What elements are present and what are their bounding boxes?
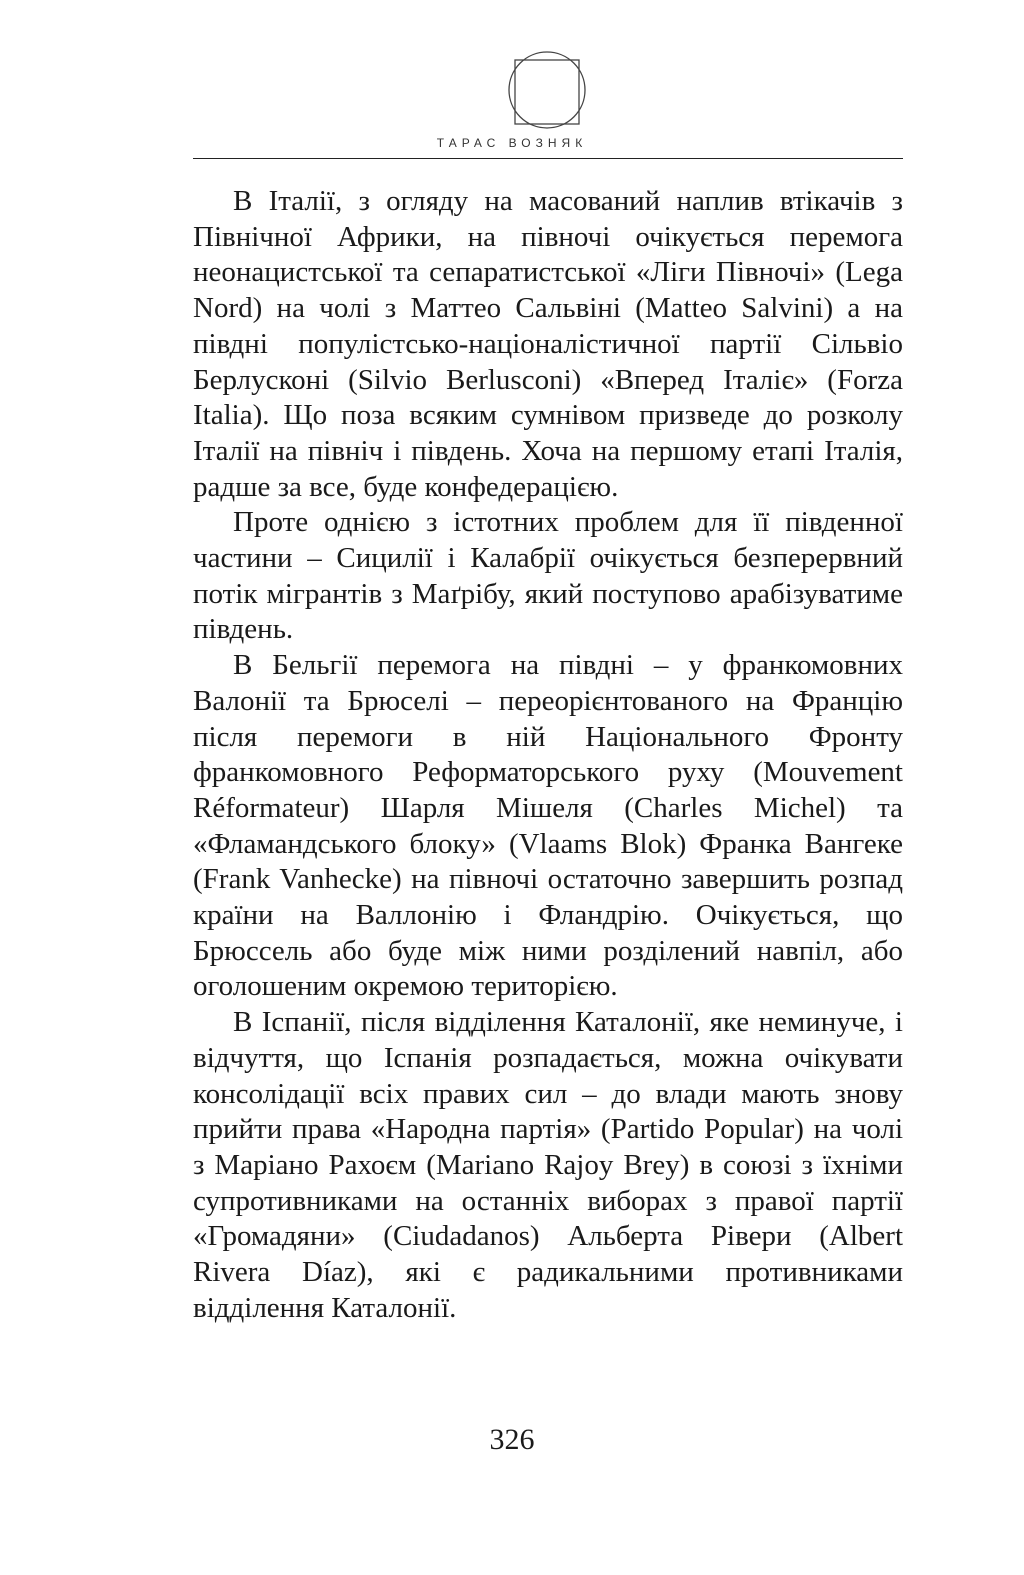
paragraph-italy: В Італії, з огляду на масований наплив втікачів з Північної Африки, на півночі очікується перемога неонацистської та сепаратистської «Ліги Півночі» (Lega Nord) на чолі з Маттео Сальвіні (Matteo Salvini) а на півдні популістсько-націоналістичної партії Сільвіо Берлусконі (Silvio Berlusconi) «Вперед Італіє» (Forza Italia). Що поза всяким сумнівом призведе до розколу Італії на північ і південь. Хоча на першому етапі Італія, радше за все, буде конфедерацією. xyxy=(193,185,903,503)
header-divider xyxy=(193,158,903,159)
running-head-author: ТАРАС ВОЗНЯК xyxy=(436,136,588,150)
paragraph-south-italy: Проте однією з істотних проблем для її південної частини – Сицилії і Калабрії очікується безперервний потік мігрантів з Маґрібу, який поступово арабізуватиме південь. xyxy=(193,506,903,646)
circle-square-emblem-icon xyxy=(507,50,587,130)
body-text xyxy=(193,184,903,1327)
paragraph-belgium: В Бельгії перемога на півдні – у франкомовних Валонії та Брюселі – переорієнтованого на Францію після перемоги в ній Національного Фронту франкомовного Реформаторського руху (Mouvement Réformateur) Шарля Мішеля (Charles Michel) та «Фламандського блоку» (Vlaams Blok) Франка Вангеке (Frank Vanhecke) на півночі остаточно завершить розпад країни на Валлонію і Фландрію. Очікується, що Брюссель або буде між ними розділений навпіл, або оголошеним окремою територією. xyxy=(193,649,903,1003)
paragraph-spain: В Іспанії, після відділення Каталонії, яке неминуче, і відчуття, що Іспанія розпадається, можна очікувати консолідації всіх правих сил – до влади мають знову прийти права «Народна партія» (Partido Popular) на чолі з Маріано Рахоєм (Mariano Rajoy Brey) в союзі з їхніми супротивниками на останніх виборах з правої партії «Громадяни» (Ciudadanos) Альберта Рівери (Albert Rivera Díaz), які є радикальними противниками відділення Каталонії. xyxy=(193,1006,903,1324)
page-number: 326 xyxy=(489,1423,535,1456)
